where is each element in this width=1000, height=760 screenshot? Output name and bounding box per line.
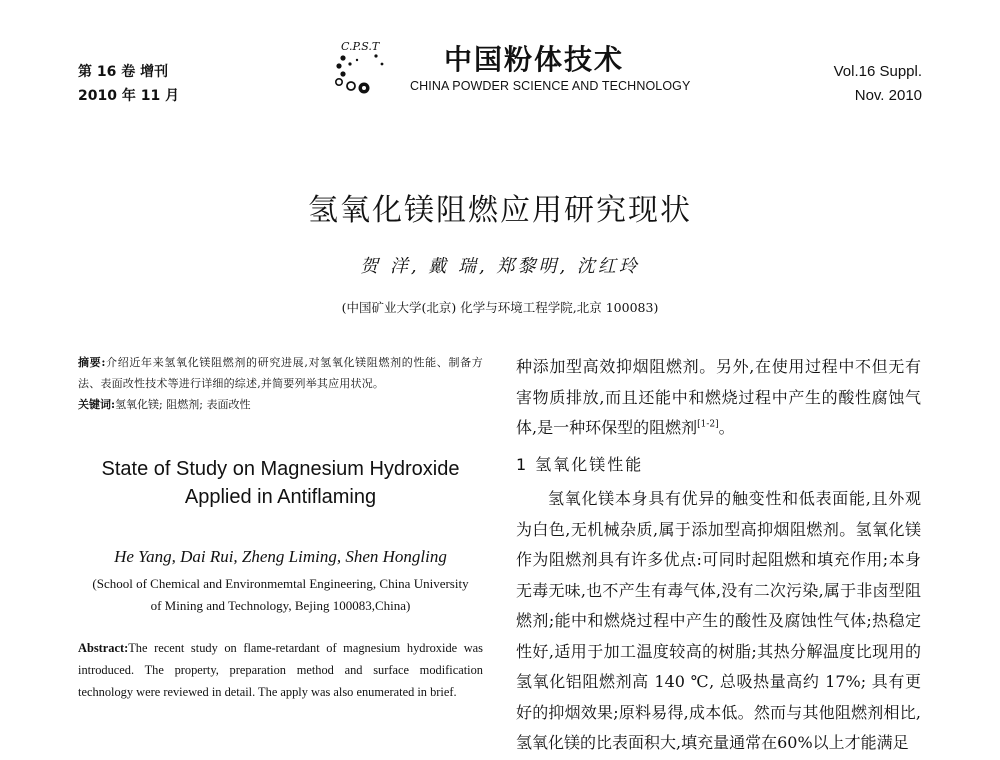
issue-info-en (834, 60, 922, 108)
date-en: Nov. 2010 (854, 87, 922, 104)
article-title-cn: 氢氧化镁阻燃应用研究现状 (308, 193, 692, 228)
volume-en: Vol.16 Suppl. (833, 63, 922, 80)
keywords-cn (78, 394, 483, 415)
date-cn: 2010 年 11 月 (78, 88, 180, 104)
body-paragraph-1 (516, 352, 921, 444)
abstract-en (78, 637, 483, 703)
article-title-en: State of Study on Magnesium Hydroxide Applied in Antiflaming (101, 458, 460, 508)
left-column (78, 352, 483, 703)
citation-ref: [1-2] (697, 419, 719, 430)
authors-en: He Yang, Dai Rui, Zheng Liming, Shen Hongling (114, 547, 447, 566)
abstract-cn-text: 介绍近年来氢氧化镁阻燃剂的研究进展,对氢氧化镁阻燃剂的性能、制备方法、表面改性技术等进行详细的综述,并简要列举其应用状况。 (78, 356, 483, 390)
journal-title-cn: 中国粉体技术 (444, 43, 625, 76)
journal-logo-icon (333, 34, 393, 96)
abstract-cn (78, 352, 483, 394)
affiliation-cn: (中国矿业大学(北京) 化学与环境工程学院,北京 100083) (341, 300, 659, 315)
body-paragraph-1-end: 。 (718, 418, 735, 437)
abstract-en-label: Abstract: (78, 641, 129, 655)
abstract-cn-label: 摘要: (78, 356, 106, 369)
keywords-cn-text: 氢氧化镁; 阻燃剂; 表面改性 (115, 398, 251, 411)
section-heading: 1 氢氧化镁性能 (516, 454, 644, 474)
issue-info-cn (78, 60, 179, 108)
affiliation-en-line-1: (School of Chemical and Environmemtal Engineering, China University (92, 576, 469, 591)
body-paragraph-2: 氢氧化镁本身具有优异的触变性和低表面能,且外观为白色,无机械杂质,属于添加型高抑烟阻燃剂。氢氧化镁作为阻燃剂具有许多优点:可同时起阻燃和填充作用;本身无毒无味,也不产生有毒气体,没有二次污染,属于非卤型阻燃剂;能中和燃烧过程中产生的酸性及腐蚀性气体;热稳定性好,适用于加工温度较高的树脂;其热分解温度比现用的氢氧化铝阻燃剂高 140 ℃, 总吸热量高约 17%; 具有更好的抑烟效果;原料易得,成本低。然而与其他阻燃剂相比,氢氧化镁的比表面积大,填充量通常在60%以上才能满足 (516, 489, 921, 752)
volume-cn: 第 16 卷 增刊 (78, 64, 169, 80)
right-column (516, 352, 921, 759)
authors-cn: 贺 洋, 戴 瑞, 郑黎明, 沈红玲 (360, 256, 640, 277)
affiliation-en (78, 573, 483, 617)
svg-text:C.P.S.T: C.P.S.T (341, 40, 380, 53)
keywords-cn-label: 关键词: (78, 398, 116, 411)
abstract-en-text: The recent study on flame-retardant of magnesium hydroxide was introduced. The property, preparation method and surface modification technology were reviewed in detail. The apply was also enumerated in brief. (78, 641, 483, 699)
journal-title-en: CHINA POWDER SCIENCE AND TECHNOLOGY (410, 79, 691, 93)
body-paragraph-1-text: 种添加型高效抑烟阻燃剂。另外,在使用过程中不但无有害物质排放,而且还能中和燃烧过程中产生的酸性腐蚀气体,是一种环保型的阻燃剂 (516, 357, 921, 437)
affiliation-en-line-2: of Mining and Technology, Bejing 100083,China) (150, 598, 411, 613)
